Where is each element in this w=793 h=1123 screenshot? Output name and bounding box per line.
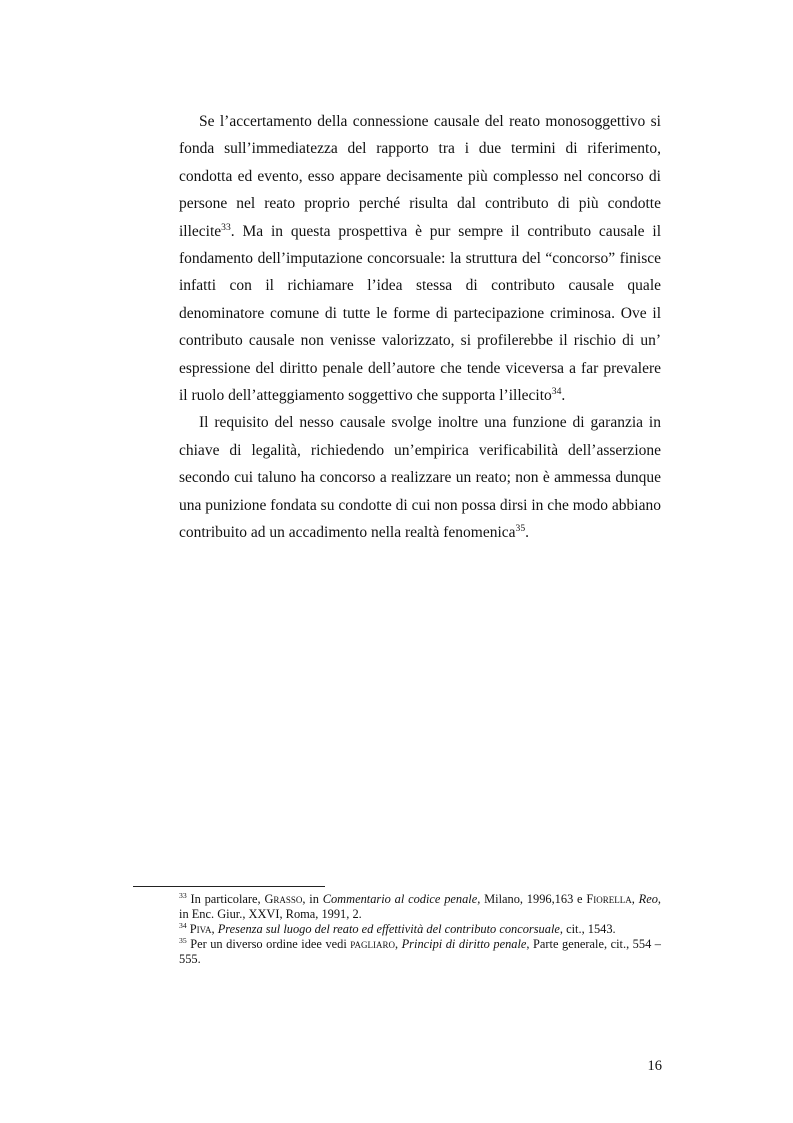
footnote-35 [179, 937, 661, 967]
footnote-text: Per un diverso ordine idee vedi [186, 937, 351, 951]
footnote-text: , [394, 937, 402, 951]
footnote-separator [133, 886, 325, 887]
footnote-author: Piva [189, 922, 212, 936]
footnote-title: Commentario al codice penale [322, 892, 478, 906]
footnote-ref-33[interactable]: 33 [221, 221, 231, 233]
paragraph-2 [179, 409, 661, 546]
main-text [179, 108, 661, 547]
footnote-number: 35 [179, 935, 187, 945]
paragraph-2-text-end: . [525, 524, 530, 542]
footnote-ref-34[interactable]: 34 [551, 385, 562, 397]
paragraph-2-text: Il requisito del nesso causale svolge inoltre una funzione di garanzia in chiave di legalità, richiedendo un’empirica verificabilità dell’asserzione secondo cui taluno ha concorso a realizzare un reato; non è ammessa dunque una punizione fondata su condotte di cui non possa dirsi in che modo abbiano contribuito ad un accadimento nella realtà fenomenica [179, 414, 661, 542]
footnote-title: Principi di diritto penale [401, 937, 527, 951]
footnote-text: , [211, 922, 218, 936]
footnote-text: , in Enc. Giur., XXVI, Roma, 1991, 2. [179, 892, 661, 921]
footnote-number: 33 [179, 890, 187, 900]
footnote-title: Reo [638, 892, 658, 906]
footnote-text: In particolare, [186, 892, 265, 906]
paragraph-1-text: Se l’accertamento della connessione causale del reato monosoggettivo si fonda sull’immediatezza del rapporto tra i due termini di riferimento, condotta ed evento, esso appare decisamente più complesso nel concorso di persone nel reato proprio perché risulta dal contributo di più condotte illecite [179, 113, 661, 240]
paragraph-1 [179, 108, 661, 409]
footnote-ref-35[interactable]: 35 [515, 522, 526, 534]
footnote-title: Presenza sul luogo del reato ed effettività del contributo concorsuale [217, 922, 560, 936]
footnote-text: , cit., 1543. [559, 922, 616, 936]
footnote-author: pagliaro [350, 937, 395, 951]
footnotes [179, 892, 661, 967]
footnote-text: , in [302, 892, 323, 906]
footnote-number: 34 [179, 920, 187, 930]
page-number: 16 [647, 1058, 662, 1074]
footnote-text: , Milano, 1996,163 e [477, 892, 587, 906]
footnote-author: Grasso [264, 892, 303, 906]
footnote-33 [179, 892, 661, 922]
footnote-34 [179, 922, 661, 937]
paragraph-1-text-end: . [561, 387, 566, 405]
paragraph-1-text-cont: . Ma in questa prospettiva è pur sempre il contributo causale il fondamento dell’imputazione concorsuale: la struttura del “concorso” finisce infatti con il richiamare l’idea stessa di contributo causale quale denominatore comune di tutte le forme di partecipazione criminosa. Ove il contributo causale non venisse valorizzato, si profilerebbe il rischio di un’ espressione del diritto penale dell’autore che tende viceversa a far prevalere il ruolo dell’atteggiamento soggettivo che supporta l’illecito [179, 222, 661, 405]
footnote-author: Fiorella [586, 892, 632, 906]
footnote-text: , Parte generale, cit., 554 –555. [179, 937, 661, 966]
footnote-text: , [631, 892, 639, 906]
